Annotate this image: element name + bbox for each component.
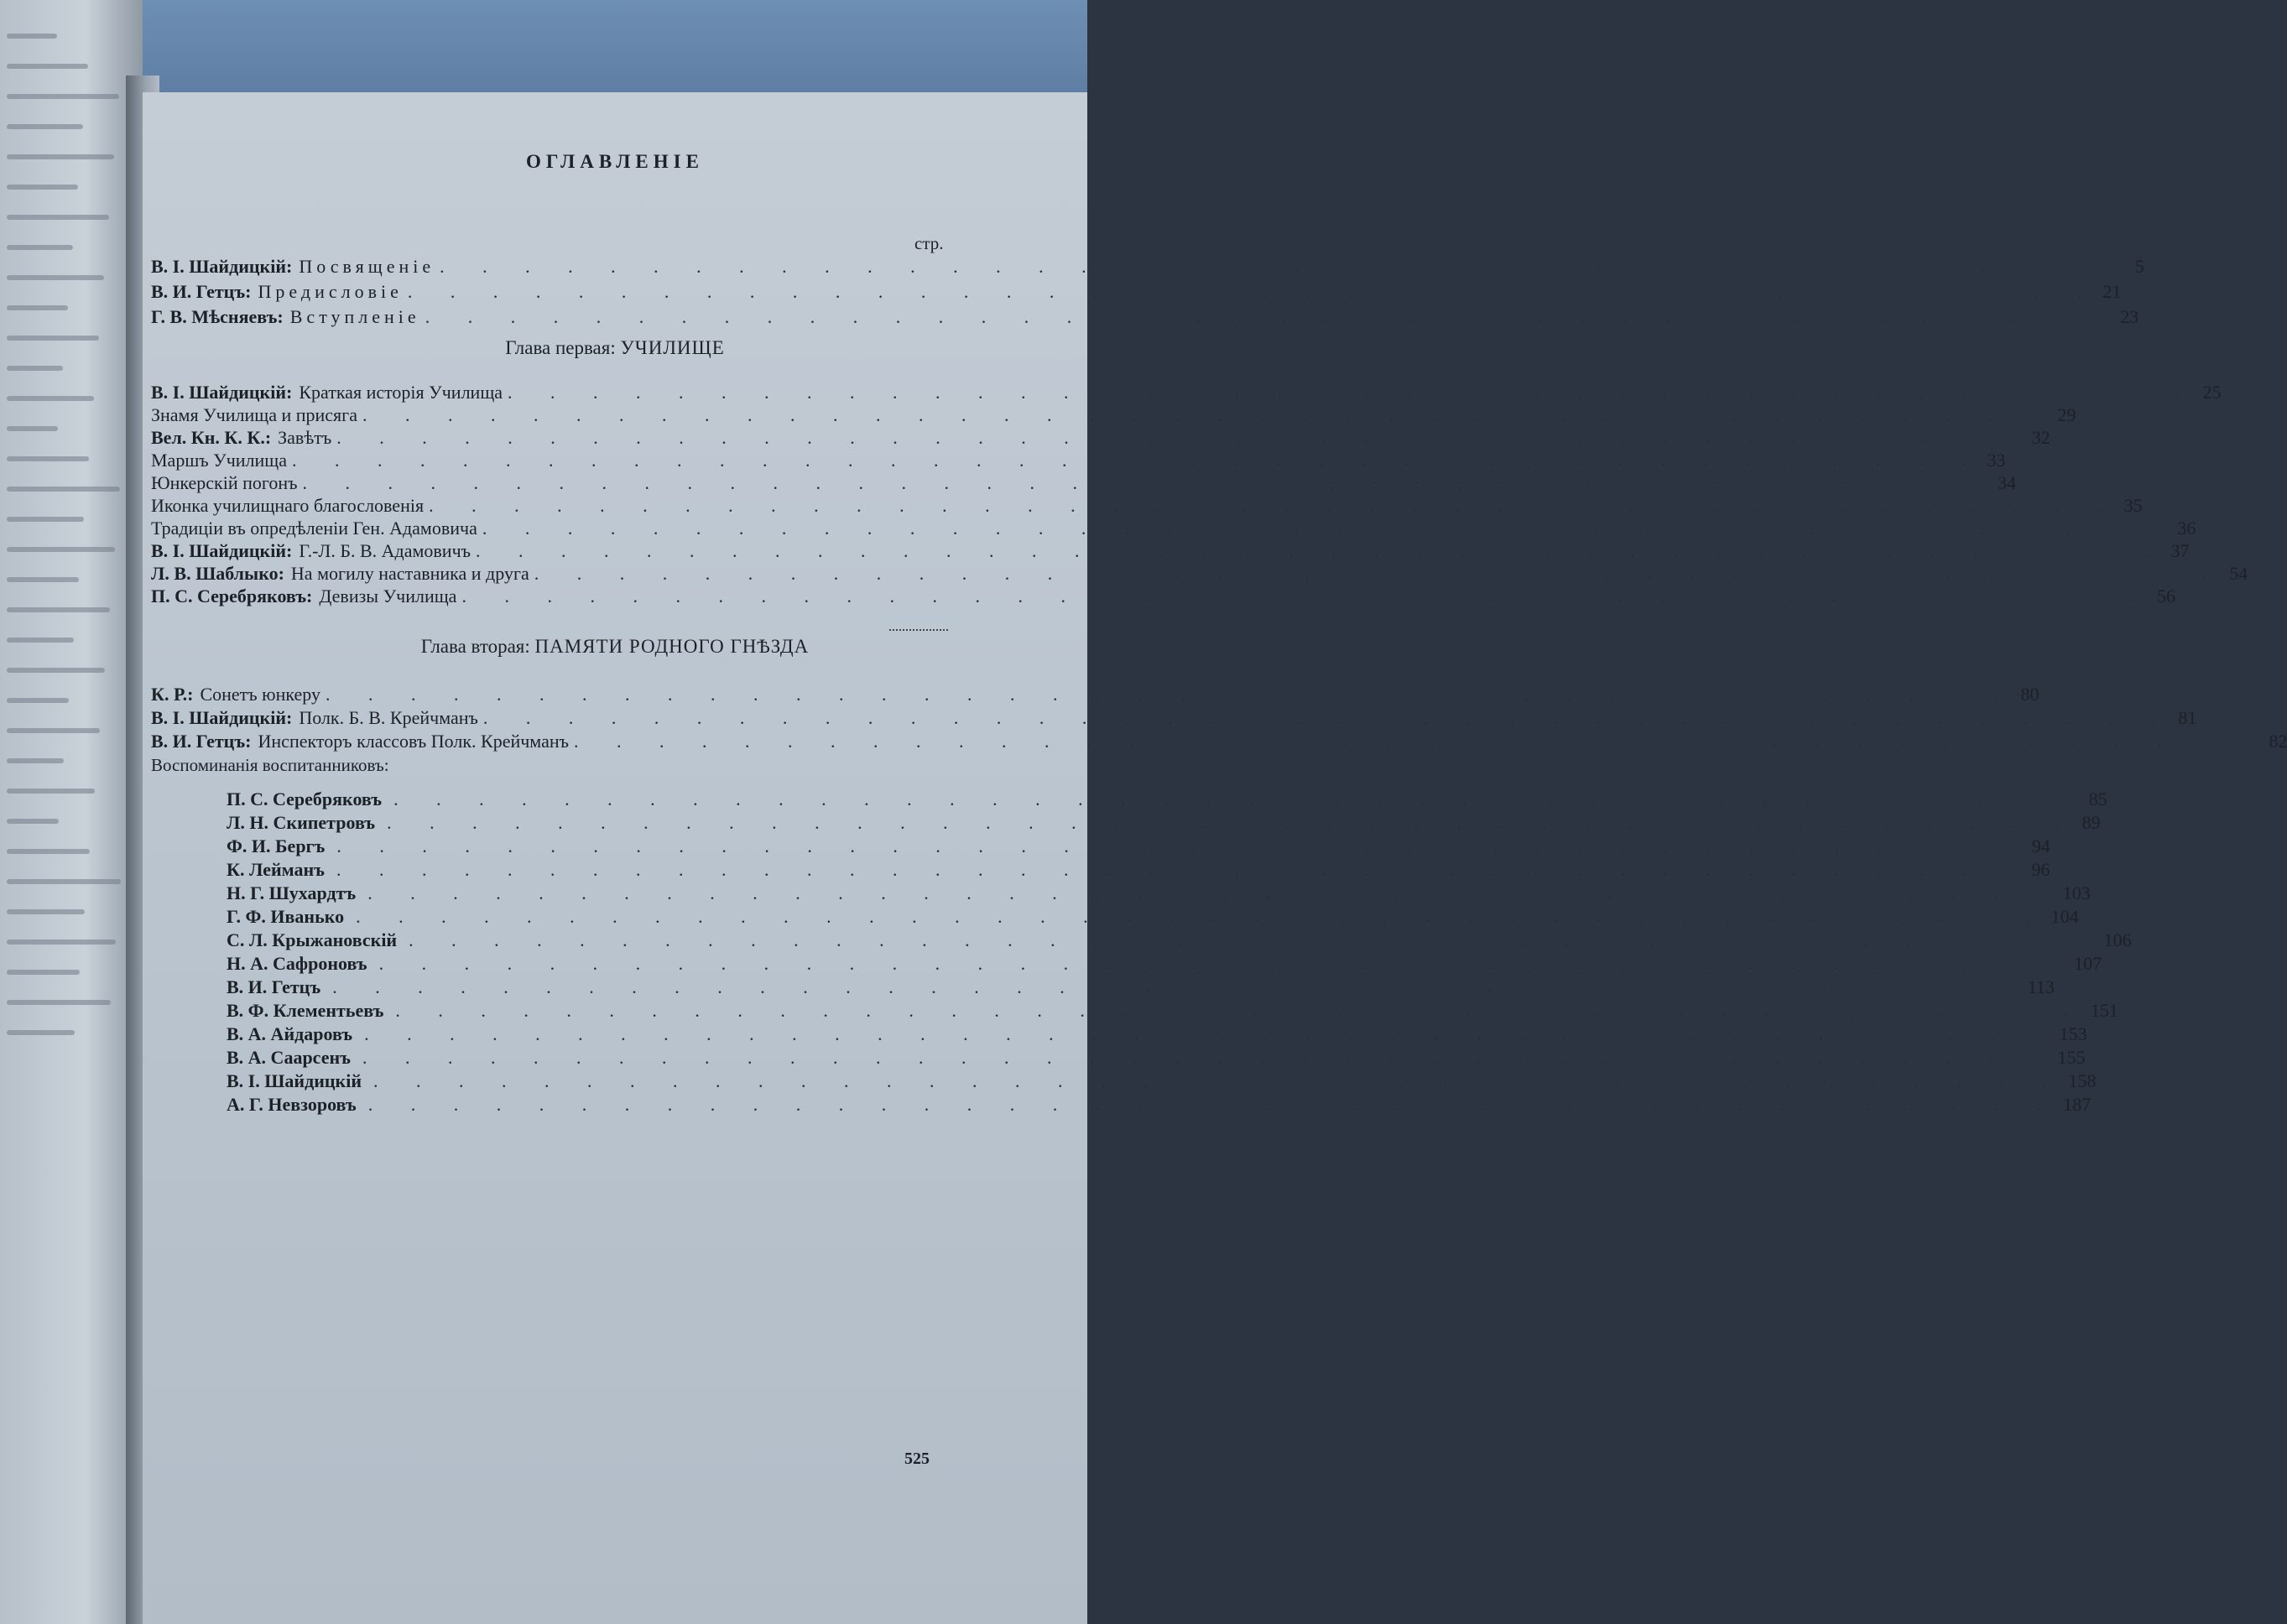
entry-author: Вел. Кн. К. К.: (151, 427, 272, 448)
leader-dots: . . . . . . . . . . . . . . . . . . . . . . . . . . . . . . . . . . . . . . . . (336, 859, 2027, 880)
page-heading: ОГЛАВЛЕНIЕ (526, 151, 704, 172)
entry-author: Ф. И. Бергъ (227, 835, 326, 856)
left-page-text-blur (7, 154, 114, 159)
entry-title: Сонетъ юнкеру (200, 684, 320, 705)
entry-page: 81 (2178, 707, 2197, 728)
leader-dots: . . . . . . . . . . . . . . . . . . . . . . . . . . . . . . . . . . . . . . . . (336, 427, 2027, 448)
leader-dots: . . . . . . . . . . . . . . . . . . . . . . . . . . . . . . . . . . . . . . . . (387, 812, 2077, 833)
entry-page: 107 (2074, 953, 2102, 974)
entry-title: Краткая исторiя Училища (299, 382, 503, 403)
chapter1-name: УЧИЛИЩЕ (620, 337, 725, 358)
left-page-text-blur (7, 426, 58, 431)
left-page-text-blur (7, 668, 105, 673)
leader-dots: . . . . . . . . . . . . . . . . . . . . . . . . . . . . . . . . . . . . . . . . (508, 382, 2198, 403)
entry-author: В. И. Гетцъ: (151, 281, 252, 302)
entry-page: 32 (2031, 427, 2050, 448)
leader-dots: . . . . . . . . . . . . . . . . . . . . . . . . . . . . . . . . . . . . . . . . (292, 450, 1982, 471)
left-page-text-blur (7, 638, 74, 643)
left-page-text-blur (7, 940, 116, 945)
entry-author: В. I. Шайдицкiй: (151, 707, 293, 728)
left-page-text-blur (7, 487, 120, 492)
leader-dots: . . . . . . . . . . . . . . . . . . . . . . . . . . . . . . . . . . . . . . . . (461, 586, 2152, 606)
leader-dots: . . . . . . . . . . . . . . . . . . . . . . . . . . . . . . . . . . . . . . . . (573, 731, 2264, 752)
entry-title: Инспекторъ классовъ Полк. Крейчманъ (258, 731, 569, 752)
entry-author: Н. А. Сафроновъ (227, 953, 367, 974)
entry-author: В. И. Гетцъ (227, 976, 321, 997)
leader-dots: . . . . . . . . . . . . . . . . . . . . . . . . . . . . . . . . . . . . . . . . (395, 1000, 2086, 1021)
leader-dots: . . . . . . . . . . . . . . . . . . . . . . . . . . . . . . . . . . . . . . . . (409, 929, 2099, 950)
left-page-text-blur (7, 547, 115, 552)
page-column-label: стр. (914, 233, 944, 253)
entry-page: 153 (2059, 1023, 2087, 1044)
entry-title: Завѣтъ (278, 427, 332, 448)
chapter2-prefix: Глава вторая: (420, 636, 530, 657)
left-page-text-blur (7, 607, 110, 612)
left-page-text-blur (7, 64, 88, 69)
entry-page: 29 (2057, 404, 2076, 425)
left-page (0, 0, 143, 1624)
entry-title: Девизы Училища (319, 586, 457, 606)
leader-dots: . . . . . . . . . . . . . . . . . . . . . . . . . . . . . . . . . . . . . . . . (378, 953, 2070, 974)
entry-page: 36 (2177, 518, 2196, 539)
left-page-text-blur (7, 970, 80, 975)
leader-dots: . . . . . . . . . . . . . . . . . . . . . . . . . . . . . . . . . . . . . . . . (367, 882, 2058, 903)
entry-author: К. Р.: (151, 684, 194, 705)
leader-dots: . . . . . . . . . . . . . . . . . . . . . . . . . . . . . . . . . . . . . . . . (364, 1023, 2055, 1044)
left-page-text-blur (7, 758, 64, 763)
left-page-text-blur (7, 185, 78, 190)
toc-entry (151, 281, 2122, 308)
left-page-text-blur (7, 1030, 75, 1035)
left-page-text-blur (7, 728, 100, 733)
left-page-text-blur (7, 819, 59, 824)
entry-author: В. И. Гетцъ: (151, 731, 252, 752)
left-page-text-blur (7, 366, 63, 371)
entry-page: 151 (2090, 1000, 2118, 1021)
entry-title: Маршъ Училища (151, 450, 288, 471)
entry-page: 5 (2134, 256, 2144, 277)
entry-title: Вступленiе (289, 306, 420, 327)
right-page (143, 92, 2287, 1624)
chapter2-heading (143, 636, 1087, 658)
leader-dots: . . . . . . . . . . . . . . . . . . . . . . . . . . . . . . . . . . . . . . . . (534, 563, 2225, 584)
toc-entry (151, 586, 2175, 612)
leader-dots: . . . . . . . . . . . . . . . . . . . . . . . . . . . . . . . . . . . . . . . . (425, 306, 2116, 327)
entry-title: На могилу наставника и друга (290, 563, 529, 584)
entry-page: 21 (2102, 281, 2122, 302)
entry-author: В. I. Шайдицкiй: (151, 256, 293, 277)
entry-title: Посвященiе (299, 256, 435, 277)
entry-page: 106 (2103, 929, 2132, 950)
leader-dots: . . . . . . . . . . . . . . . . . . . . . . . . . . . . . . . . . . . . . . . . (476, 540, 2166, 561)
entry-page: 113 (2027, 976, 2055, 997)
entry-author: С. Л. Крыжановскiй (227, 929, 398, 950)
entry-author: В. Ф. Клементьевъ (227, 1000, 384, 1021)
left-page-text-blur (7, 336, 99, 341)
leader-dots: . . . . . . . . . . . . . . . . . . . . . . . . . . . . . . . . . . . . . . . . (302, 472, 1993, 493)
left-page-text-blur (7, 849, 90, 854)
entry-page: 54 (2229, 563, 2248, 584)
memoirs-label: Воспоминанiя воспитанниковъ: (151, 755, 389, 775)
entry-author: Н. Г. Шухардтъ (227, 882, 357, 903)
entry-page: 187 (2063, 1094, 2092, 1115)
left-page-text-blur (7, 456, 89, 461)
leader-dots: . . . . . . . . . . . . . . . . . . . . . . . . . . . . . . . . . . . . . . . . (407, 281, 2098, 302)
leader-dots: . . . . . . . . . . . . . . . . . . . . . . . . . . . . . . . . . . . . . . . . (336, 835, 2027, 856)
left-page-text-blur (7, 1000, 111, 1005)
left-page-text-blur (7, 879, 121, 884)
leader-dots: . . . . . . . . . . . . . . . . . . . . . . . . . . . . . . . . . . . . . . . . (326, 684, 2016, 705)
leader-dots: . . . . . . . . . . . . . . . . . . . . . . . . . . . . . . . . . . . . . . . . (367, 1094, 2059, 1115)
entry-title: Г.-Л. Б. В. Адамовичъ (299, 540, 471, 561)
entry-page: 35 (2123, 495, 2143, 516)
left-page-text-blur (7, 396, 94, 401)
toc-entry (151, 731, 2287, 757)
toc-entry (151, 306, 2139, 333)
chapter1-prefix: Глава первая: (505, 337, 616, 358)
leader-dots: . . . . . . . . . . . . . . . . . . . . . . . . . . . . . . . . . . . . . . . . (362, 1047, 2053, 1068)
leader-dots: . . . . . . . . . . . . . . . . . . . . . . . . . . . . . . . . . . . . . . . . (482, 518, 2173, 539)
leader-dots: . . . . . . . . . . . . . . . . . . . . . . . . . . . . . . . . . . . . . . . . (440, 256, 2130, 277)
left-page-text-blur (7, 517, 84, 522)
entry-author: Л. Н. Скипетровъ (227, 812, 376, 833)
entry-page: 80 (2020, 684, 2040, 705)
toc-entry (151, 256, 2144, 283)
entry-title: Иконка училищнаго благословенiя (151, 495, 425, 516)
entry-page: 104 (2050, 906, 2079, 927)
entry-page: 34 (1998, 472, 2017, 493)
entry-author: Г. В. Мѣсняевъ: (151, 306, 284, 327)
entry-page: 82 (2269, 731, 2287, 752)
entry-page: 155 (2057, 1047, 2086, 1068)
entry-page: 89 (2081, 812, 2101, 833)
left-page-text-blur (7, 909, 85, 914)
left-page-text-blur (7, 124, 83, 129)
page-number: 525 (904, 1450, 930, 1468)
entry-page: 85 (2088, 789, 2107, 809)
leader-dots: . . . . . . . . . . . . . . . . . . . . . . . . . . . . . . . . . . . . . . . . (429, 495, 2119, 516)
entry-page: 23 (2120, 306, 2139, 327)
entry-author: В. А. Саарсенъ (227, 1047, 351, 1068)
left-page-text-blur (7, 698, 69, 703)
entry-author: В. I. Шайдицкiй: (151, 540, 293, 561)
entry-author: В. А. Айдаровъ (227, 1023, 353, 1044)
chapter2-name: ПАМЯТИ РОДНОГО ГНѢЗДА (534, 636, 810, 657)
entry-author: П. С. Серебряковъ (227, 789, 383, 809)
entry-page: 56 (2156, 586, 2175, 606)
leader-dots: . . . . . . . . . . . . . . . . . . . . . . . . . . . . . . . . . . . . . . . . (356, 906, 2046, 927)
entry-title: Предисловiе (258, 281, 403, 302)
leader-dots: . . . . . . . . . . . . . . . . . . . . . . . . . . . . . . . . . . . . . . . . (393, 789, 2084, 809)
left-page-text-blur (7, 34, 57, 39)
leader-dots: . . . . . . . . . . . . . . . . . . . . . . . . . . . . . . . . . . . . . . . . (482, 707, 2174, 728)
left-page-text-blur (7, 245, 73, 250)
entry-title: Знамя Училища и присяга (151, 404, 357, 425)
left-page-text-blur (7, 577, 79, 582)
entry-page: 103 (2062, 882, 2091, 903)
leader-dots: . . . . . . . . . . . . . . . . . . . . . . . . . . . . . . . . . . . . . . . . (373, 1070, 2064, 1091)
left-page-text-blur (7, 94, 119, 99)
entry-page: 33 (1987, 450, 2006, 471)
left-page-text-blur (7, 275, 104, 280)
entry-author: В. I. Шайдицкiй: (151, 382, 293, 403)
entry-title: Традицiи въ опредѣленiи Ген. Адамовича (151, 518, 477, 539)
left-page-text-blur (7, 305, 68, 310)
entry-author: Г. Ф. Иванько (227, 906, 345, 927)
entry-title: Юнкерскiй погонъ (151, 472, 298, 493)
entry-author: П. С. Серебряковъ: (151, 586, 313, 606)
entry-title: Полк. Б. В. Крейчманъ (299, 707, 478, 728)
entry-page: 94 (2031, 835, 2050, 856)
left-page-text-blur (7, 789, 95, 794)
entry-author: А. Г. Невзоровъ (227, 1094, 357, 1115)
chapter1-heading (143, 337, 1087, 359)
entry-page: 96 (2031, 859, 2050, 880)
entry-author: В. I. Шайдицкiй (227, 1070, 362, 1091)
entry-page: 25 (2202, 382, 2222, 403)
toc-entry (227, 1094, 2092, 1121)
entry-page: 37 (2170, 540, 2190, 561)
entry-author: К. Лейманъ (227, 859, 325, 880)
entry-page: 158 (2068, 1070, 2097, 1091)
leader-dots: . . . . . . . . . . . . . . . . . . . . . . . . . . . . . . . . . . . . . . . . (332, 976, 2023, 997)
left-page-text-blur (7, 215, 109, 220)
leader-dots: . . . . . . . . . . . . . . . . . . . . . . . . . . . . . . . . . . . . . . . . (362, 404, 2053, 425)
entry-author: Л. В. Шаблыко: (151, 563, 284, 584)
